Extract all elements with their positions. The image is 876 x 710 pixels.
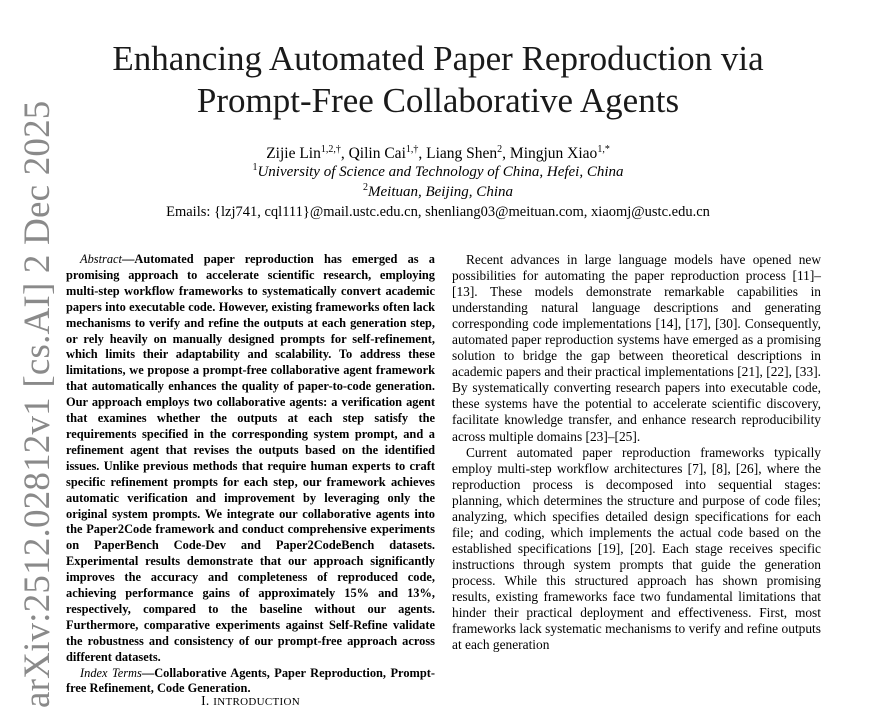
- index-terms-text: Collaborative Agents, Paper Reproduction, Prompt-free Refinement, Code Generation.: [66, 665, 435, 696]
- paper-title: [60, 38, 816, 122]
- author-name: Qilin Cai: [348, 145, 406, 162]
- author-affiliation-mark: 2: [497, 143, 503, 155]
- author-affiliation-mark: 1,†: [405, 143, 419, 155]
- author-list: Zijie Lin$^{1,2,\dagger}$, Qilin Cai$^{1,\dagger}$, Liang Shen$^2$, Mingjun Xiao$^{1,*}$: [266, 143, 610, 162]
- abstract: Abstract—Automated paper reproduction has emerged as a promising approach to accelerate scientific research, employing multi-step workflow frameworks to systematically convert academic papers into executable code. However, existing frameworks often lack mechanisms to verify and refine the outputs at each generation step, or rely heavily on manually designed prompts for self-refinement, which limits their adaptability and scalability. To address these limitations, we propose a prompt-free collaborative agent framework that automatically enhances the quality of paper-to-code generation. Our approach employs two collaborative agents: a verification agent that examines whether the outputs at each step satisfy the requirements specified in the corresponding system prompt, and a refinement agent that revises the outputs based on the identified issues. Unlike previous methods that require human experts to craft specific refinement prompts for each step, our framework achieves automatic verification and improvement by leveraging only the original system prompts. We integrate our collaborative agents into the Paper2Code framework and conduct comprehensive experiments on PaperBench Code-Dev and Paper2CodeBench datasets. Experimental results demonstrate that our approach significantly improves the accuracy and completeness of reproduced code, achieving performance gains of approximately 15% and 13%, respectively, compared to the baseline without our agents. Furthermore, comparative experiments against Self-Refine validate the robustness and consistency of our prompt-free approach across different datasets.: [66, 252, 435, 664]
- affiliation-1: [60, 163, 816, 182]
- author-name: Mingjun Xiao: [509, 145, 598, 162]
- affiliation-2: [60, 183, 816, 202]
- section-number: I.: [201, 693, 210, 708]
- title-line-2: Prompt-Free Collaborative Agents: [196, 81, 680, 120]
- intro-paragraph-2: Current automated paper reproduction frameworks typically employ multi-step workflow architectures [7], [8], [26], where the reproduction process is decomposed into sequential stages: planning, which determines the structure and purpose of code files; analyzing, which specifies detailed design specifications for each file; and coding, which implements the actual code based on the established specifications [19], [20]. Each stage receives specific instructions through system prompts that guide the generation process. While this structured approach has shown promising results, existing frameworks face two fundamental limitations that hinder their practical deployment and effectiveness. First, most frameworks lack systematic mechanisms to verify and refine outputs at each generation: [452, 444, 821, 653]
- author-emails: Emails: {lzj741, cql111}@mail.ustc.edu.cn, shenliang03@meituan.com, xiaomj@ustc.edu.cn: [166, 204, 710, 220]
- right-column: [452, 252, 821, 653]
- affiliation-text: Meituan, Beijing, China: [368, 184, 513, 200]
- affiliation-text: University of Science and Technology of China, Hefei, China: [257, 164, 624, 180]
- abstract-text: Automated paper reproduction has emerged as a promising approach to accelerate scientific research, employing multi-step workflow frameworks to systematically convert academic papers into executable code. However, existing frameworks often lack mechanisms to verify and refine the outputs at each generation step, or rely heavily on manually designed prompts for self-refinement, which limits their adaptability and scalability. To address these limitations, we propose a prompt-free collaborative agent framework that automatically enhances the quality of paper-to-code generation. Our approach employs two collaborative agents: a verification agent that examines whether the outputs at each step satisfy the requirements specified in the corresponding system prompt, and a refinement agent that revises the outputs based on the identified issues. Unlike previous methods that require human experts to craft specific refinement prompts for each step, our framework achieves automatic verification and improvement by leveraging only the original system prompts. We integrate our collaborative agents into the Paper2Code framework and conduct comprehensive experiments on PaperBench Code-Dev and Paper2CodeBench datasets. Experimental results demonstrate that our approach significantly improves the accuracy and completeness of reproduced code, achieving performance gains of approximately 15% and 13%, respectively, compared to the baseline without our agents. Furthermore, comparative experiments against Self-Refine validate the robustness and consistency of our prompt-free approach across different datasets.: [66, 252, 435, 664]
- title-line-1: Enhancing Automated Paper Reproduction via: [112, 39, 764, 78]
- arxiv-stamp: arXiv:2512.02812v1 [cs.AI] 2 Dec 2025: [17, 100, 58, 708]
- section-title: INTRODUCTION: [213, 696, 300, 708]
- left-column: [66, 252, 435, 697]
- author-name: Zijie Lin: [266, 145, 321, 162]
- abstract-label: Abstract: [80, 252, 122, 266]
- author-affiliation-mark: 1,*: [597, 143, 610, 155]
- author-name: Liang Shen: [426, 145, 498, 162]
- intro-paragraph-1: Recent advances in large language models have opened new possibilities for automating the paper reproduction process [11]–[13]. These models demonstrate remarkable capabilities in understanding natural language descriptions and generating corresponding code implementations [14], [17], [30]. Consequently, automated paper reproduction systems have emerged as a promising solution to bridge the gap between theoretical descriptions in academic papers and their practical implementations [21], [22], [33]. By systematically converting research papers into executable code, these systems have the potential to accelerate scientific discovery, facilitate knowledge transfer, and enhance research reproducibility across multiple domains [23]–[25].: [452, 252, 821, 444]
- affiliation-mark: 2: [363, 182, 368, 193]
- index-terms-label: Index Terms: [80, 665, 142, 680]
- section-heading-introduction: [66, 693, 435, 710]
- index-terms: Index Terms—Collaborative Agents, Paper Reproduction, Prompt-free Refinement, Code Generation.: [66, 665, 435, 696]
- author-affiliation-mark: 1,2,†: [320, 143, 341, 155]
- affiliation-mark: 1: [252, 162, 258, 173]
